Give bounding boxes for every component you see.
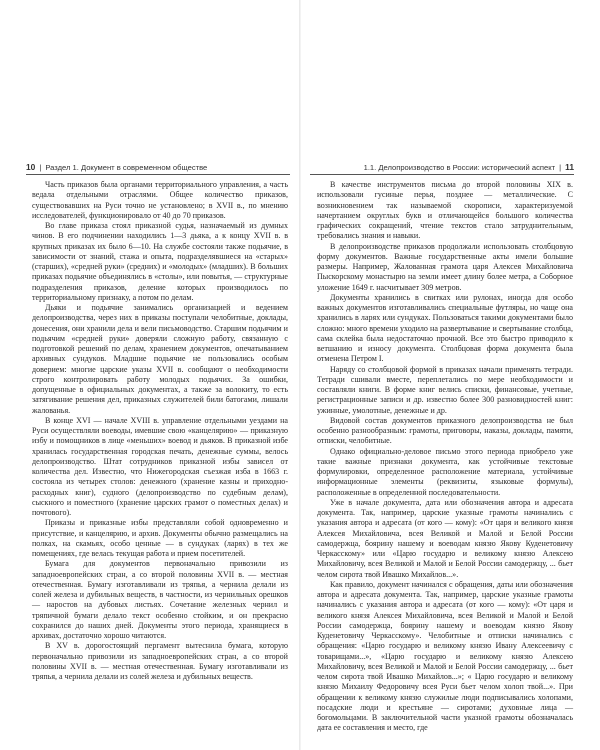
right-header-rule — [310, 174, 574, 175]
left-header-rule — [26, 174, 290, 175]
left-paragraph: В конце XVI — начале XVIII в. управление отдельными уездами на Руси осуществляли воеводы, имевшие свою «канцелярию» — приказную избу и помощников в лице «меньших» воевод и дьяков. В приказной избе хранилась государственная городская печать, денежные суммы, велось делопроизводство. Штат сотрудников приказной избы зависел от количества дел. Известно, что Нижегородская съезжая изба в 1663 г. состояла из четырех столов: денежного (хранение казны и приходно-расходных книг), судного (делопроизводство по судебным делам), сыскного и поместного (хранение царских грамот о поместных делах) и почтового). — [32, 415, 288, 517]
left-paragraph: Дьяки и подьячие занимались организацией и ведением делопроизводства, через них в приказы поступали челобитные, доклады, донесения, они хранили дела и вели письмоводство. Старшим подьячим и подьячим «средней руки» доверяли сложную работу, связанную с подготовкой решений по делам, хранением документов, опечатыванием архивных сундуков. Младшие подьячие не пользовались особым доверием: многие царские указы XVII в. сообщают о необходимости строго контролировать работу молодых подьячих. За ошибки, допущенные в официальных документах, а также за волокиту, то есть затягивание решения дел, приказных служителей били батогами, лишали жалованья. — [32, 303, 288, 415]
right-page — [300, 0, 600, 750]
left-section-title: Раздел 1. Документ в современном обществе — [45, 163, 208, 172]
left-paragraph: Бумага для документов первоначально привозили из западноевропейских стран, а со второй половины XVII в. — местная отечественная. Бумагу изготавливали из тряпья, а чернила делали из солей железа и дубильных веществ, в частности, из чернильных орешков — наростов на дубовых листьях. Сочетание железных чернил и тряпичной бумаги делало текст особенно стойким, и он прекрасно сохранился до наших дней. Документы этого периода, хранящиеся в архивах, достаточно хорошо читаются. — [32, 559, 288, 640]
left-paragraph: В XV в. дорогостоящий пергамент вытеснила бумага, которую первоначально привозили из западноевропейских стран, а со второй половины XVII в. — местная отечественная. Бумагу изготавливали из тряпья, а чернила делали из солей железа и дубильных веществ. — [32, 641, 288, 681]
right-paragraph: Однако официально-деловое письмо этого периода приобрело уже такие важные признаки документа, как устойчивые текстовые формулировки, определенное расположение материала, устойчивые информационные элементы (реквизиты, языковые формулы), расположенные в определенной последовательности. — [317, 446, 573, 497]
right-paragraph: В качестве инструментов письма до второй половины XIX в. использовали гусиные перья, позднее — металлические. С возникновением так называемой скорописи, характеризуемой начертанием округлых букв и отличающейся большого количества графических сокращений, чтение текстов стало затруднительным, требовались знания и навыки. — [317, 180, 573, 241]
left-body-text — [32, 180, 288, 682]
right-body-text — [317, 180, 573, 734]
right-paragraph: Наряду со столбцовой формой в приказах начали применять тетради. Тетради сшивали вместе, переплетались по мере необходимости и составляли книги. В форме книг велись списки, финансовые, учетные, регистрационные записи и др. известно более 300 разновидностей книг: ужинные, умолотные, денежные и др. — [317, 364, 573, 415]
right-paragraph: Уже в начале документа, дата или обозначения автора и адресата документа. Так, например, царские указные грамоты начинались с указания автора и адресата (от кого — кому): «От царя и великого князя Алексея Михайловича, всея Великой и Малой и Белой России самодержца, боярину нашему и воеводам князю Якову Куденетовичу Черкасскому» или «Царю государю и великому князю Алексею Михайловичу, всея Великой и Малой и Белой России самодержцу, ... бьет челом сирота твой Ивашко Михайлов...». — [317, 497, 573, 579]
left-page-number: 10 — [26, 162, 36, 172]
left-paragraph: Во главе приказа стоял приказной судья, назначаемый из думных чинов. В его подчинении находились 1—3 дьяка, а к концу XVII в. в крупных приказах их было 6—10. На службе состояли также подьячие, в зависимости от знаний, стажа и опыта, подразделявшиеся на «старых» (старших), «средней руки» (средних) и «молодых» (младших). В больших приказах подьячие объединялись в «столы», или повытья, — структурные подразделения приказов, деление которых производилось по территориальному признаку, а потом по делам. — [32, 221, 288, 302]
left-paragraph: Часть приказов была органами территориального управления, а часть ведала отдельными отраслями. Общее количество приказов, существовавших на Руси точно не установлено; в XVII в., по мнению исследователей, функционировало от 40 до 70 приказов. — [32, 180, 288, 220]
right-paragraph: В делопроизводстве приказов продолжали использовать столбцовую форму документов. Важные государственные акты имели большие размеры. Например, Жалованная грамота царя Алексея Михайловича Пыскорскому монастырю на земли имеет длину более метра, а Соборное уложение 1649 г. насчитывает 309 метров. — [317, 241, 573, 292]
right-page-number: 11 — [565, 162, 574, 172]
left-paragraph: Приказы и приказные избы представляли собой одновременно и присутствие, и канцелярию, и архив. Документы обычно размещались на полках, на скамьях, особо ценные — в сундуках (ларях) в тех же помещениях, где велась текущая работа и прием посетителей. — [32, 518, 288, 558]
right-paragraph: Как правило, документ начинался с обращения, даты или обозначения автора и адресата документа. Так, например, царские указные грамоты начинались с указания автора и адресата (от кого — кому): «От царя и великого князя Алексея Михайловича, всея Великой и Малой и Белой России самодержца, боярину нашему и воеводам князю Якову Куденетовичу Черкасскому». Челобитные и отписки начинались с обращения: «Царю государю и великому князю Ивану Алексеевичу с товарищами...», «Царю государю и великому князю Алексею Михайловичу, всея Великой и Малой и Белой России самодержцу, ... бьет челом сирота твой Ивашко Михайлов...»; « Царю государю и великому князю Михаилу Федоровичу всея Руси бьет челом холоп твой...». При обращении к великому князю служилые люди подписывались холопами, посадские люди и крестьяне — сиротами; духовные лица — богомольцами. В заключительной части указной грамоты обозначалась дата ее составления и место, где — [317, 579, 573, 733]
right-paragraph: Документы хранились в свитках или рулонах, иногда для особо важных документов изготавливались специальные футляры, но чаще она хранились в ларях или сундуках. Пользоваться такими документами было сложно: много времени уходило на развертывание и свертывание столбца, сама склейка была недостаточно прочной. Все это быстро приводило к ветшанию и износу документа. Столбцовая форма документа была отменена Петром I. — [317, 292, 573, 364]
right-running-head — [310, 161, 574, 173]
right-section-title: 1.1. Делопроизводство в России: исторический аспект — [363, 163, 556, 172]
left-head-separator: | — [39, 163, 42, 172]
right-head-separator: | — [559, 163, 562, 172]
right-paragraph: Видовой состав документов приказного делопроизводства не был особенно разнообразным: грамоты, приговоры, наказы, доклады, памяти, отписки, челобитные. — [317, 415, 573, 446]
left-running-head — [26, 161, 290, 173]
